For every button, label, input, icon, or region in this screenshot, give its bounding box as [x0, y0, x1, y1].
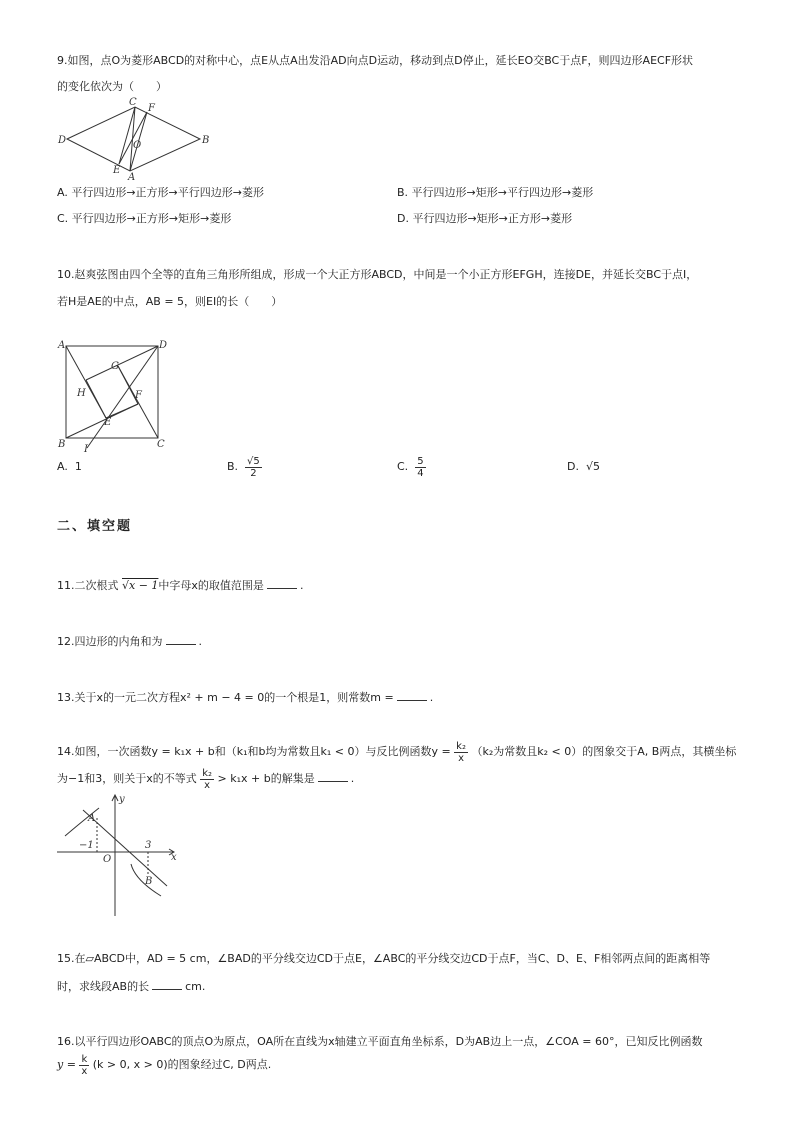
q9-label-o: O — [133, 140, 142, 151]
q14-stem-line1: 14.如图，一次函数y = k₁x + b和（k₁和b均为常数且k₁ < 0）与反比例函数y = $\frac{\text{k₂}}{x}$ （k₂为常数且k₂ < 0）的图象交于A, B两点，其横坐标 — [57, 740, 737, 764]
q11-answer-blank[interactable] — [267, 578, 297, 589]
q9-option-b: B. 平行四边形→矩形→平行四边形→菱形 — [397, 186, 594, 199]
q10-label-f: F — [135, 390, 142, 401]
q9-label-e: E — [113, 165, 121, 176]
q10-option-a: A. 1 — [57, 460, 82, 473]
q9-stem-line1: 9.如图，点O为菱形ABCD的对称中心，点E从点A出发沿AD向点D运动，移动到点D停止，延长EO交BC于点F，则四边形AECF形状 — [57, 54, 694, 67]
q10-label-e: E — [104, 417, 112, 428]
q9-label-b: B — [202, 135, 210, 146]
q9-label-a: A — [128, 172, 136, 180]
q9-label-c: C — [129, 97, 137, 108]
q14-label-x: x — [171, 852, 177, 863]
q10-label-b: B — [58, 439, 66, 450]
q10-option-b: B. $\frac{√5}{2}$ — [227, 455, 260, 479]
q10-option-b-den: 2 — [250, 467, 257, 479]
q11-text: 11.二次根式 √x − 1中字母x的取值范围是 . — [57, 579, 304, 592]
q10-label-i: I — [84, 444, 88, 454]
q10-label-d: D — [159, 340, 168, 351]
section-title-fill-in: 二、填空题 — [57, 519, 133, 534]
q12-answer-blank[interactable] — [166, 634, 196, 645]
q10-option-c-num: 5 — [417, 455, 424, 467]
q14-label-a: A — [88, 813, 96, 824]
q15-stem-line1: 15.在▱ABCD中，AD = 5 cm，∠BAD的平分线交边CD于点E，∠ABC的平分线交边CD于点F，当C、D、E、F相邻两点间的距离相等 — [57, 952, 711, 965]
q15-answer-blank[interactable] — [152, 979, 182, 990]
q16-stem-line2: y = $\frac{k}{x}$ (k > 0, x > 0)的图象经过C, D两点. — [57, 1053, 272, 1077]
q9-label-d: D — [58, 135, 67, 146]
q10-option-c-den: 4 — [417, 467, 424, 479]
q10-zhaoshuang-figure — [54, 336, 174, 454]
q9-label-f: F — [148, 103, 155, 114]
q10-label-a: A — [58, 340, 66, 351]
q14-label-b: B — [145, 876, 153, 887]
q10-option-d: D. √5 — [567, 460, 600, 473]
q10-option-d-value: √5 — [585, 460, 600, 473]
q10-option-c: C. $\frac{5}{4}$ — [397, 455, 424, 479]
q15-stem-line2: 时，求线段AB的长 cm. — [57, 980, 206, 993]
q10-label-g: G — [111, 361, 119, 372]
q10-label-h: H — [77, 388, 86, 399]
q14-label-o: O — [103, 854, 112, 865]
q16-stem-line1: 16.以平行四边形OABC的顶点O为原点，OA所在直线为x轴建立平面直角坐标系，D为AB边上一点，∠COA = 60°，已知反比例函数 — [57, 1035, 703, 1048]
q14-stem-line2: 为−1和3，则关于x的不等式 $\frac{\text{k₂}}{x}$ > k₁x + b的解集是 . — [57, 767, 355, 791]
q9-option-d: D. 平行四边形→矩形→正方形→菱形 — [397, 212, 573, 225]
q14-label-neg1: −1 — [79, 840, 94, 851]
q9-option-a: A. 平行四边形→正方形→平行四边形→菱形 — [57, 186, 264, 199]
q9-option-c: C. 平行四边形→正方形→矩形→菱形 — [57, 212, 232, 225]
q10-option-b-num: √5 — [247, 455, 260, 467]
q14-function-graph — [55, 790, 185, 920]
q13-text: 13.关于x的一元二次方程x² + m − 4 = 0的一个根是1，则常数m = . — [57, 691, 434, 704]
q14-label-y: y — [119, 794, 125, 805]
q14-answer-blank[interactable] — [318, 771, 348, 782]
q10-option-a-value: 1 — [74, 460, 82, 473]
q9-rhombus-figure — [55, 94, 215, 180]
q11-radical: √x − 1 — [122, 579, 159, 592]
q13-answer-blank[interactable] — [397, 690, 427, 701]
q10-label-c: C — [157, 439, 165, 450]
q9-stem-line2: 的变化依次为（ ） — [57, 80, 167, 93]
q14-label-3: 3 — [145, 840, 152, 851]
q12-text: 12.四边形的内角和为 . — [57, 635, 202, 648]
q10-stem-line2: 若H是AE的中点，AB = 5，则EI的长（ ） — [57, 295, 283, 308]
q10-stem-line1: 10.赵爽弦图由四个全等的直角三角形所组成，形成一个大正方形ABCD，中间是一个小正方形EFGH，连接DE，并延长交BC于点I， — [57, 268, 698, 281]
